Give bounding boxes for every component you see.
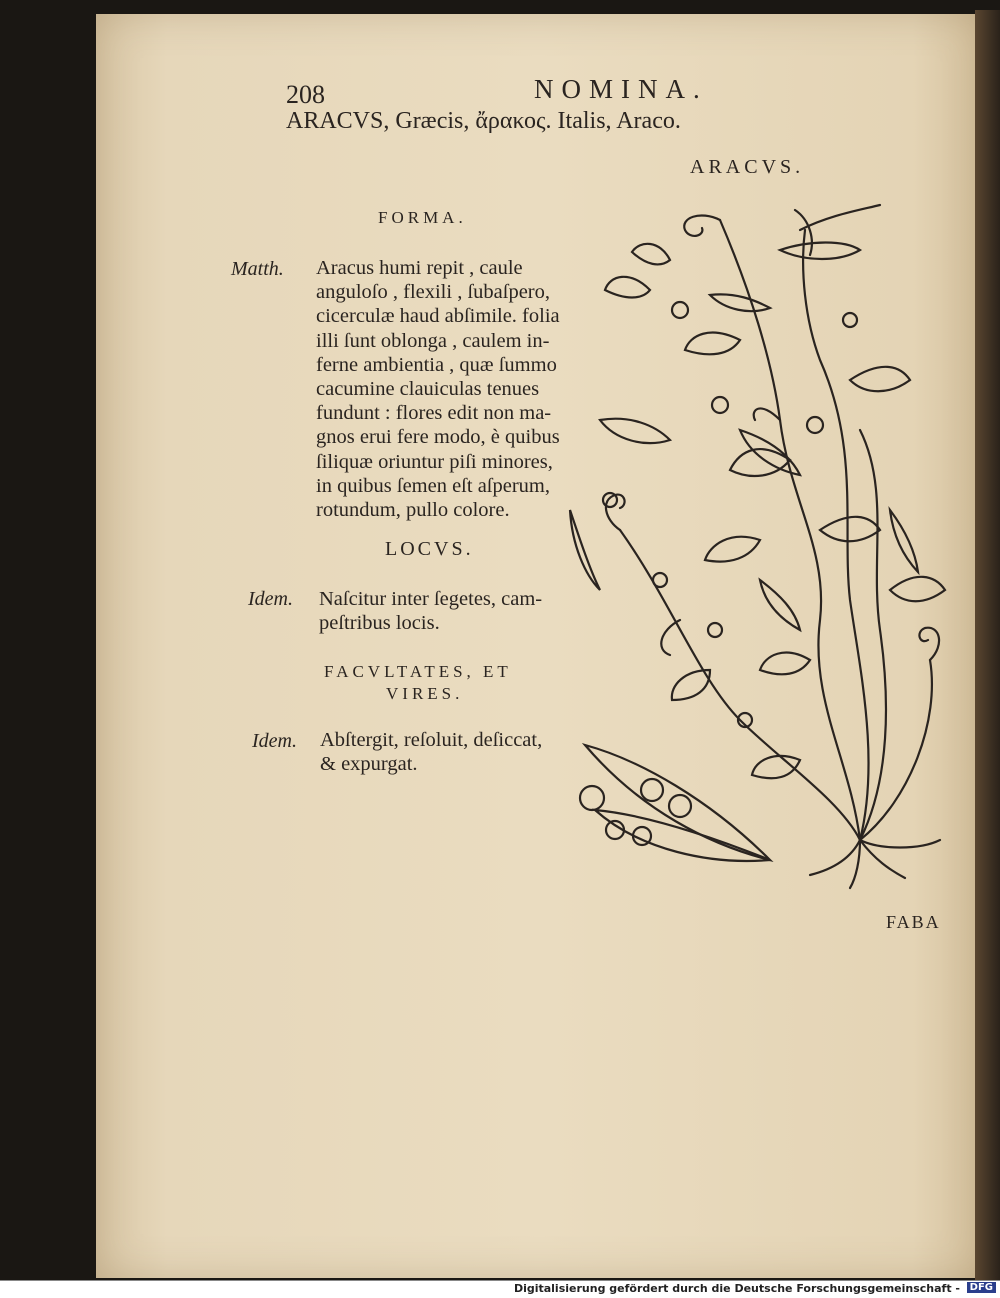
text-line: cacumine clauiculas tenues bbox=[316, 378, 540, 401]
text-line: ferne ambientia , quæ ſummo bbox=[316, 353, 557, 376]
text-line: anguloſo , flexili , ſubaſpero, bbox=[316, 281, 550, 304]
author-marginal-idem: Idem. bbox=[248, 588, 293, 610]
author-marginal-idem: Idem. bbox=[252, 730, 297, 752]
section-heading-forma: FORMA. bbox=[378, 208, 467, 227]
text-line: fundunt : flores edit non ma- bbox=[316, 402, 552, 425]
section-heading-locus: LOCVS. bbox=[385, 538, 474, 560]
section-heading-vires: VIRES. bbox=[386, 684, 464, 703]
page-number: 208 bbox=[286, 80, 325, 109]
footer-credit: Digitalisierung gefördert durch die Deutsche Forschungsgemeinschaft - bbox=[513, 1282, 960, 1295]
text-line: gnos erui fere modo, è quibus bbox=[316, 426, 560, 449]
aracus-woodcut-illustration bbox=[560, 200, 980, 890]
text-line: & expurgat. bbox=[320, 753, 418, 776]
dfg-logo: DFG bbox=[967, 1282, 996, 1293]
plant-names-line: ARACVS, Græcis, ἄρακος. Italis, Araco. bbox=[286, 108, 681, 134]
text-line: illi ſunt oblonga , caulem in- bbox=[316, 329, 550, 352]
catchword: FABA bbox=[886, 912, 941, 932]
author-marginal-matth: Matth. bbox=[231, 258, 284, 280]
text-line: rotundum, pullo colore. bbox=[316, 499, 510, 522]
running-title: NOMINA. bbox=[534, 74, 708, 104]
text-line: Naſcitur inter ſegetes, cam- bbox=[319, 588, 543, 610]
text-line: cicerculæ haud abſimile. folia bbox=[316, 305, 560, 328]
text-line: in quibus ſemen eſt aſperum, bbox=[316, 474, 550, 497]
text-line: Aracus humi repit , caule bbox=[316, 257, 523, 279]
text-line: Abſtergit, reſoluit, deſiccat, bbox=[320, 729, 543, 751]
paragraph-forma bbox=[316, 256, 560, 522]
section-heading-facultates: FACVLTATES, ET bbox=[324, 662, 512, 681]
paragraph-locus bbox=[319, 587, 542, 635]
text-line: ſiliquæ oriuntur piſi minores, bbox=[316, 450, 553, 473]
paragraph-facultates bbox=[320, 728, 542, 776]
text-line: peſtribus locis. bbox=[319, 612, 440, 635]
figure-label: ARACVS. bbox=[690, 156, 805, 178]
